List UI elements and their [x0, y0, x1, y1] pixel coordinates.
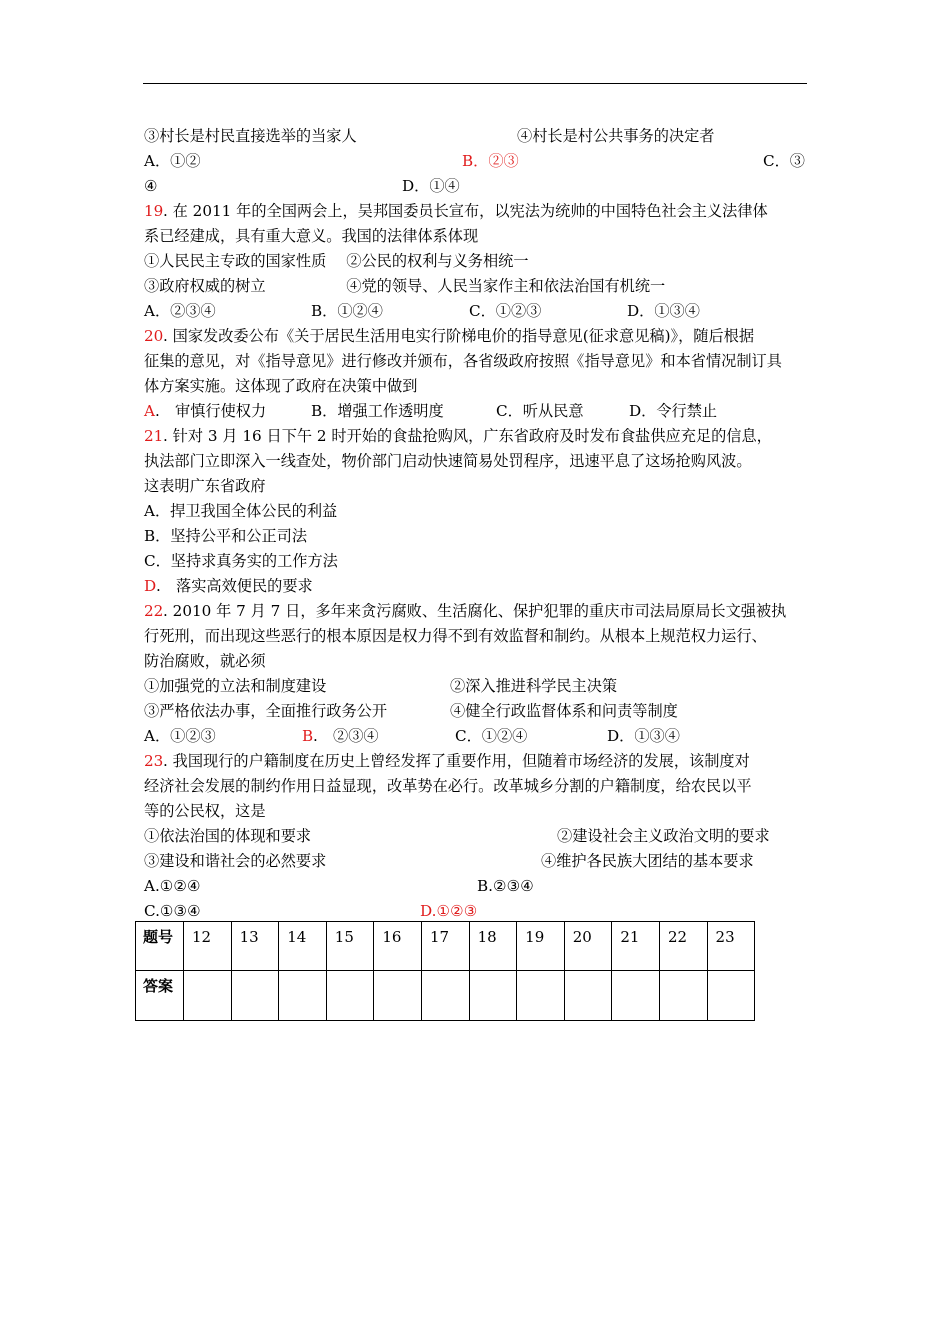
text-segment: . 针对 3 月 16 日下午 2 时开始的食盐抢购风，广东省政府及时发布食盐供应充足的信息，	[163, 427, 772, 445]
question-number-cell: 14	[279, 922, 327, 971]
text-segment: C.①③④	[144, 902, 201, 920]
text-segment: D．①③④	[627, 302, 700, 320]
answer-cell[interactable]	[659, 971, 707, 1021]
text-segment: ③严格依法办事，全面推行政务公开	[144, 702, 387, 720]
text-segment: C．①②④	[455, 727, 528, 745]
answer-choice-highlighted: A	[144, 402, 155, 420]
text-segment: ④健全行政监督体系和问责等制度	[450, 702, 678, 720]
text-segment: C．①②③	[469, 302, 542, 320]
answer-cell[interactable]	[707, 971, 755, 1021]
text-segment: ②建设社会主义政治文明的要求	[557, 827, 770, 845]
text-segment: ④村长是村公共事务的决定者	[517, 127, 715, 145]
question-number: 19	[144, 202, 164, 220]
question-number: 23	[144, 752, 164, 770]
question-number-cell: 13	[231, 922, 279, 971]
answer-table-header-row	[136, 922, 755, 971]
header-label-cell: 题号	[136, 922, 184, 971]
text-segment: . 审慎行使权力	[155, 402, 267, 420]
text-segment: A．①②③	[144, 727, 216, 745]
text-segment: C．③	[763, 152, 805, 170]
question-number-cell: 21	[612, 922, 660, 971]
header-rule	[143, 83, 807, 84]
text-segment: ①加强党的立法和制度建设	[144, 677, 327, 695]
text-segment: D．令行禁止	[629, 402, 718, 420]
question-number: 22	[144, 602, 164, 620]
text-segment: ④维护各民族大团结的基本要求	[541, 852, 754, 870]
question-number-cell: 16	[374, 922, 422, 971]
text-segment: 等的公民权，这是	[144, 802, 266, 820]
question-number-cell: 22	[659, 922, 707, 971]
question-number: 20	[144, 327, 164, 345]
text-segment: 行死刑，而出现这些恶行的根本原因是权力得不到有效监督和制约。从根本上规范权力运行、	[144, 627, 767, 645]
answer-choice-highlighted: D.①②③	[420, 902, 478, 920]
text-segment: A．②③④	[144, 302, 216, 320]
text-segment: D．①④	[402, 177, 460, 195]
text-segment: . 国家发改委公布《关于居民生活用电实行阶梯电价的指导意见(征求意见稿)》，随后根据	[163, 327, 755, 345]
text-segment: B．①②④	[311, 302, 383, 320]
text-segment: ③村长是村民直接选举的当家人	[144, 127, 357, 145]
text-segment: 执法部门立即深入一线查处，物价部门启动快速简易处罚程序，迅速平息了这场抢购风波。	[144, 452, 752, 470]
text-segment: D．①③④	[607, 727, 680, 745]
answer-cell[interactable]	[184, 971, 232, 1021]
answer-cell[interactable]	[564, 971, 612, 1021]
text-segment: 经济社会发展的制约作用日益显现，改革势在必行。改革城乡分割的户籍制度，给农民以平	[144, 777, 752, 795]
text-segment: . ②③④	[313, 727, 379, 745]
answer-cell[interactable]	[279, 971, 327, 1021]
text-segment: ①人民民主专政的国家性质 ②公民的权利与义务相统一	[144, 252, 529, 270]
answer-choice-highlighted: B．②③	[462, 152, 519, 170]
text-segment: . 在 2011 年的全国两会上，吴邦国委员长宣布，以宪法为统帅的中国特色社会主义法律体	[163, 202, 768, 220]
text-segment: ③建设和谐社会的必然要求	[144, 852, 327, 870]
text-segment: B．坚持公平和公正司法	[144, 527, 308, 545]
text-segment: A．捍卫我国全体公民的利益	[144, 502, 338, 520]
question-number-cell: 12	[184, 922, 232, 971]
text-segment: B．增强工作透明度	[311, 402, 444, 420]
question-number: 21	[144, 427, 164, 445]
text-segment: B.②③④	[477, 877, 534, 895]
answer-table-answer-row	[136, 971, 755, 1021]
text-segment: 体方案实施。这体现了政府在决策中做到	[144, 377, 418, 395]
text-segment: . 我国现行的户籍制度在历史上曾经发挥了重要作用，但随着市场经济的发展，该制度对	[163, 752, 750, 770]
text-segment: ②深入推进科学民主决策	[450, 677, 618, 695]
answer-cell[interactable]	[374, 971, 422, 1021]
question-number-cell: 18	[469, 922, 517, 971]
answer-cell[interactable]	[517, 971, 565, 1021]
answer-cell[interactable]	[469, 971, 517, 1021]
answer-label-cell: 答案	[136, 971, 184, 1021]
text-segment: ①依法治国的体现和要求	[144, 827, 312, 845]
answer-cell[interactable]	[421, 971, 469, 1021]
text-segment: 系已经建成，具有重大意义。我国的法律体系体现	[144, 227, 479, 245]
text-segment: A．①②	[144, 152, 201, 170]
answer-cell[interactable]	[326, 971, 374, 1021]
text-segment: 这表明广东省政府	[144, 477, 266, 495]
question-number-cell: 20	[564, 922, 612, 971]
answer-cell[interactable]	[612, 971, 660, 1021]
answer-choice-highlighted: B	[302, 727, 314, 745]
text-segment: 征集的意见，对《指导意见》进行修改并颁布，各省级政府按照《指导意见》和本省情况制订具	[144, 352, 782, 370]
question-number-cell: 23	[707, 922, 755, 971]
question-number-cell: 15	[326, 922, 374, 971]
text-segment: ④	[144, 177, 158, 195]
text-segment: C．坚持求真务实的工作方法	[144, 552, 338, 570]
question-number-cell: 19	[517, 922, 565, 971]
text-segment: . 2010 年 7 月 7 日，多年来贪污腐败、生活腐化、保护犯罪的重庆市司法局原局长文强被执	[163, 602, 787, 620]
text-segment: C．听从民意	[496, 402, 584, 420]
text-segment: 防治腐败，就必须	[144, 652, 266, 670]
text-segment: . 落实高效便民的要求	[156, 577, 313, 595]
answer-table	[135, 921, 755, 1021]
answer-choice-highlighted: D	[144, 577, 157, 595]
question-number-cell: 17	[421, 922, 469, 971]
text-segment: ③政府权威的树立 ④党的领导、人民当家作主和依法治国有机统一	[144, 277, 666, 295]
text-segment: A.①②④	[144, 877, 201, 895]
answer-cell[interactable]	[231, 971, 279, 1021]
